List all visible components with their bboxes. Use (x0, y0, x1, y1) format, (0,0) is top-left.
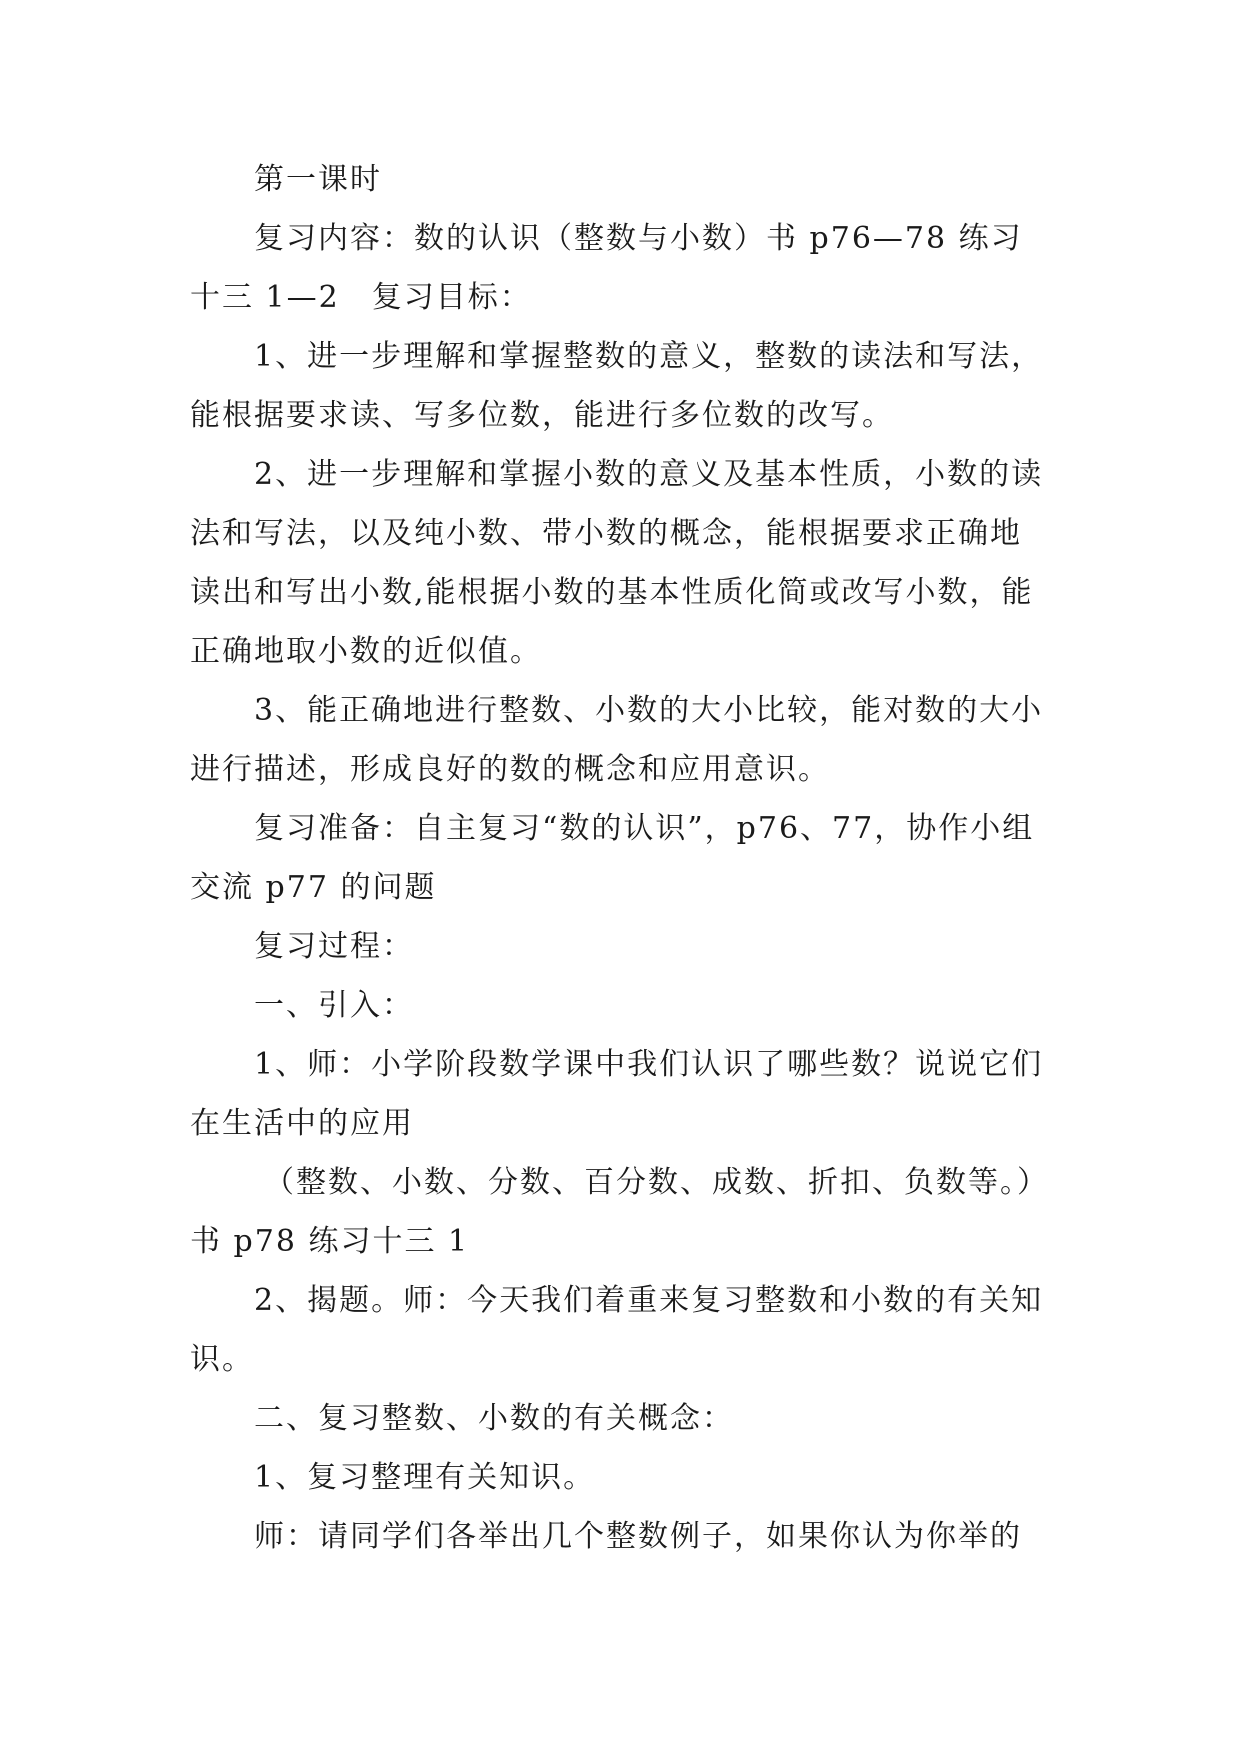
lesson-heading: 第一课时 (254, 162, 382, 197)
section-intro-heading: 一、引入： (254, 988, 414, 1023)
objective-2-paragraph: 2、进一步理解和掌握小数的意义及基本性质，小数的读法和写法，以及纯小数、带小数的概念，能根据要求正确地读出和写出小数,能根据小数的基本性质化简或改写小数，能正确地取小数的近似值。 (190, 457, 1044, 669)
intro-step-2-paragraph: 2、揭题。师：今天我们着重来复习整数和小数的有关知识。 (190, 1283, 1044, 1377)
preparation-paragraph: 复习准备：自主复习“数的认识”，p76、77，协作小组交流 p77 的问题 (190, 811, 1035, 905)
intro-step-1-paragraph: 1、师：小学阶段数学课中我们认识了哪些数？说说它们在生活中的应用 (190, 1047, 1044, 1141)
process-heading: 复习过程： (254, 929, 414, 964)
teacher-prompt-paragraph: 师：请同学们各举出几个整数例子，如果你认为你举的 (254, 1519, 1022, 1554)
number-types-paragraph: （整数、小数、分数、百分数、成数、折扣、负数等。）书 p78 练习十三 1 (190, 1165, 1049, 1259)
document-body (190, 150, 1052, 1566)
review-step-1-paragraph: 1、复习整理有关知识。 (254, 1460, 596, 1495)
review-content-paragraph: 复习内容：数的认识（整数与小数）书 p76—78 练习十三 1—2 复习目标： (190, 221, 1023, 315)
objective-3-paragraph: 3、能正确地进行整数、小数的大小比较，能对数的大小进行描述，形成良好的数的概念和应用意识。 (190, 693, 1044, 787)
section-review-heading: 二、复习整数、小数的有关概念： (254, 1401, 734, 1436)
objective-1-paragraph: 1、进一步理解和掌握整数的意义，整数的读法和写法，能根据要求读、写多位数，能进行多位数的改写。 (190, 339, 1044, 433)
